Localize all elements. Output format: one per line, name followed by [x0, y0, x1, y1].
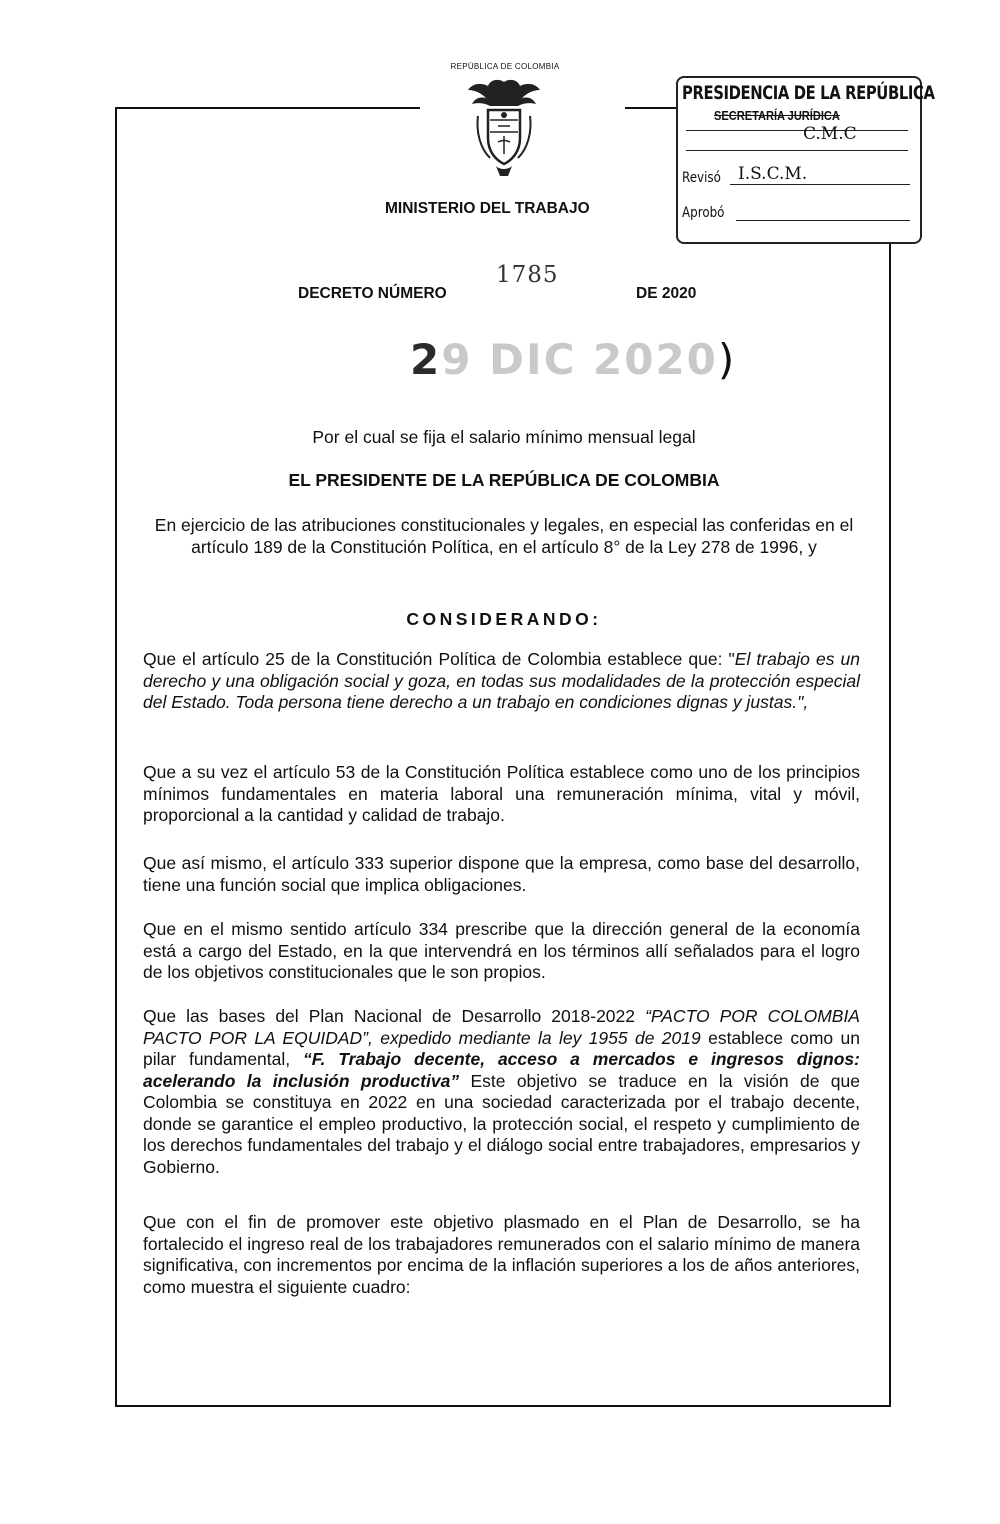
frame-top-line-left: [115, 107, 420, 109]
aprobo-line: [736, 220, 910, 221]
date-first-digit: 2: [410, 335, 442, 384]
reviso-initials: I.S.C.M.: [738, 164, 808, 184]
decree-label: DECRETO NÚMERO: [298, 285, 447, 302]
paragraph-development-plan: [143, 1006, 860, 1178]
reviso-line: [730, 184, 910, 185]
paragraph-article-53: Que a su vez el artículo 53 de la Constitución Política establece como uno de los principios mínimos fundamentales en materia laboral una remuneración mínima, vital y móvil, proporcional a la cantidad y calidad de trabajo.: [143, 762, 860, 825]
reviso-label: Revisó: [682, 170, 721, 186]
quoted-text: “PACTO POR COLOMBIA PACTO POR LA EQUIDAD”, expedido mediante la ley 1955 de 2019: [143, 1006, 860, 1048]
ministry-heading: MINISTERIO DEL TRABAJO: [385, 200, 590, 217]
date-close-paren: ): [717, 335, 737, 384]
paragraph-article-333: Que así mismo, el artículo 333 superior dispone que la empresa, como base del desarrollo, tiene una función social que implica obligaciones.: [143, 853, 860, 895]
date-rest: 9 DIC 2020: [441, 335, 718, 384]
stamp-initials: C.M.C: [803, 124, 857, 144]
issuer-heading: EL PRESIDENTE DE LA REPÚBLICA DE COLOMBIA: [288, 470, 720, 490]
paragraph-text: Que las bases del Plan Nacional de Desarrollo 2018-2022: [143, 1006, 646, 1026]
powers-paragraph: En ejercicio de las atribuciones constitucionales y legales, en especial las conferidas en el artículo 189 de la Constitución Política, en el artículo 8° de la Ley 278 de 1996, y: [154, 515, 854, 557]
country-heading: REPÚBLICA DE COLOMBIA: [450, 62, 560, 71]
considering-heading: CONSIDERANDO:: [406, 609, 602, 629]
stamp-title: PRESIDENCIA DE LA REPÚBLICA: [682, 82, 935, 104]
paragraph-text: Este objetivo se traduce en la visión de que Colombia se constituya en 2022 en una sociedad caracterizada por el trabajo decente, donde se garantice el empleo productivo, la protección social, el respeto y cumplimiento de los derechos fundamentales del trabajo y el diálogo social entre trabajadores, empresarios y Gobierno.: [143, 1070, 860, 1177]
frame-bottom-line: [115, 1405, 891, 1407]
date-stamp: [410, 335, 736, 384]
legal-review-stamp: [676, 76, 935, 244]
decree-number: 1785: [496, 262, 559, 288]
paragraph-text: establece como un pilar fundamental,: [143, 1027, 860, 1069]
frame-top-line-right: [625, 107, 679, 109]
aprobo-label: Aprobó: [682, 205, 725, 221]
quoted-text: El trabajo es un derecho y una obligación social y goza, en todas sus modalidades de la protección especial del Estado. Toda persona tiene derecho a un trabajo en condiciones dignas y justas.",: [143, 649, 860, 712]
paragraph-text: Que el artículo 25 de la Constitución Política de Colombia establece que: ": [143, 649, 735, 669]
decree-year: DE 2020: [636, 285, 697, 302]
quoted-bold-text: “F. Trabajo decente, acceso a mercados e ingresos dignos: acelerando la inclusión productiva”: [143, 1049, 860, 1091]
frame-right-line: [889, 107, 891, 1407]
frame-left-line: [115, 107, 117, 1407]
stamp-divider: [686, 150, 908, 151]
paragraph-article-334: Que en el mismo sentido artículo 334 prescribe que la dirección general de la economía está a cargo del Estado, en la que intervendrá en los términos allí señalados para el logro de los objetivos constitucionales que le son propios.: [143, 919, 860, 982]
stamp-divider: [686, 130, 908, 131]
paragraph-real-income: Que con el fin de promover este objetivo plasmado en el Plan de Desarrollo, se ha fortalecido el ingreso real de los trabajadores remunerados con el salario mínimo de manera significativa, con incrementos por encima de la inflación superiores a los de años anteriores, como muestra el siguiente cuadro:: [143, 1212, 860, 1297]
paragraph-article-25: [143, 649, 860, 714]
coat-of-arms-icon: [468, 76, 540, 186]
stamp-subtitle: SECRETARÍA JURÍDICA: [714, 108, 840, 123]
decree-epigraph: Por el cual se fija el salario mínimo mensual legal: [312, 427, 696, 447]
